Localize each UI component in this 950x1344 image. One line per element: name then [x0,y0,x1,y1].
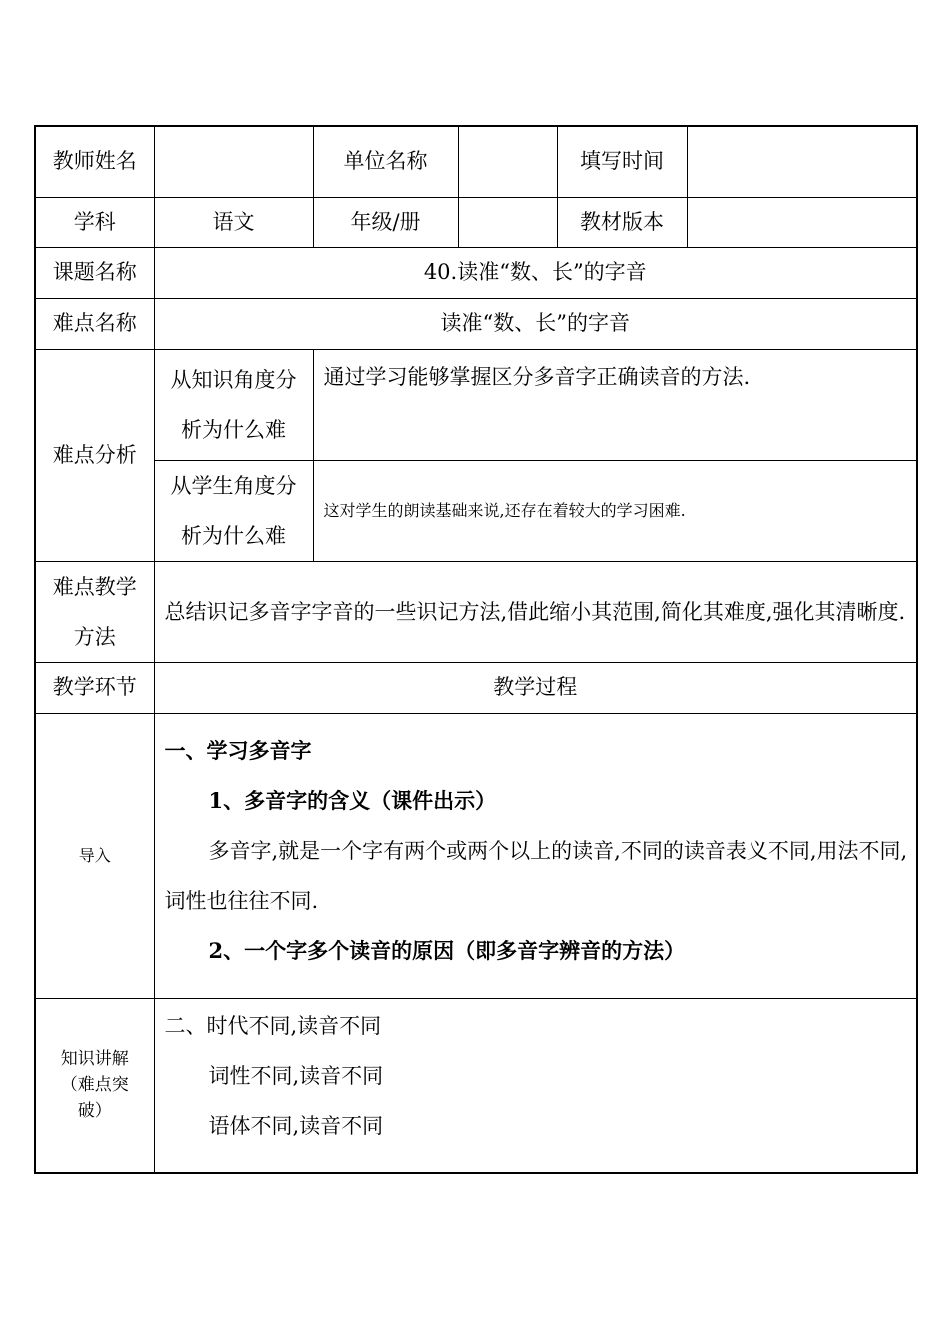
edition-label: 教材版本 [557,198,687,248]
student-angle-label: 从学生角度分析为什么难 [154,461,313,562]
knowledge-angle-value: 通过学习能够掌握区分多音字正确读音的方法. [313,350,917,461]
intro-row [35,714,917,999]
analysis-row-student [35,461,917,562]
grade-value [458,198,557,248]
subject-label: 学科 [35,198,154,248]
teacher-name-label: 教师姓名 [35,126,154,198]
unit-label: 单位名称 [313,126,458,198]
process-row [35,663,917,714]
knowledge-label: 知识讲解（难点突破） [35,999,154,1173]
header-row-1 [35,126,917,198]
intro-paragraph: 多音字,就是一个字有两个或两个以上的读音,不同的读音表义不同,用法不同,词性也往往不同. [164,839,908,913]
knowledge-angle-label: 从知识角度分析为什么难 [154,350,313,461]
analysis-row-knowledge [35,350,917,461]
intro-heading: 一、学习多音字 [164,738,312,763]
difficulty-label: 难点名称 [35,299,154,350]
knowledge-content [154,999,917,1173]
knowledge-row [35,999,917,1173]
difficulty-row [35,299,917,350]
process-label: 教学环节 [35,663,154,714]
teacher-name-value [154,126,313,198]
date-label: 填写时间 [557,126,687,198]
knowledge-line-3: 语体不同,读音不同 [208,1114,384,1138]
method-row [35,562,917,663]
header-row-2 [35,198,917,248]
intro-label: 导入 [35,714,154,999]
method-label: 难点教学方法 [35,562,154,663]
analysis-label: 难点分析 [35,350,154,562]
knowledge-line-1: 二、时代不同,读音不同 [164,1014,382,1038]
topic-value: 40.读准“数、长”的字音 [154,248,917,299]
knowledge-line-2: 词性不同,读音不同 [208,1064,384,1088]
intro-sub1: 1、多音字的含义（课件出示） [208,788,497,813]
method-value: 总结识记多音字字音的一些识记方法,借此缩小其范围,简化其难度,强化其清晰度. [154,562,917,663]
topic-label: 课题名称 [35,248,154,299]
topic-row [35,248,917,299]
intro-content [154,714,917,999]
lesson-plan-table [34,125,918,1174]
edition-value [687,198,917,248]
subject-value: 语文 [154,198,313,248]
student-angle-value: 这对学生的朗读基础来说,还存在着较大的学习困难. [313,461,917,562]
intro-sub2: 2、一个字多个读音的原因（即多音字辨音的方法） [208,938,686,963]
difficulty-value: 读准“数、长”的字音 [154,299,917,350]
unit-value [458,126,557,198]
process-value: 教学过程 [154,663,917,714]
date-value [687,126,917,198]
grade-label: 年级/册 [313,198,458,248]
